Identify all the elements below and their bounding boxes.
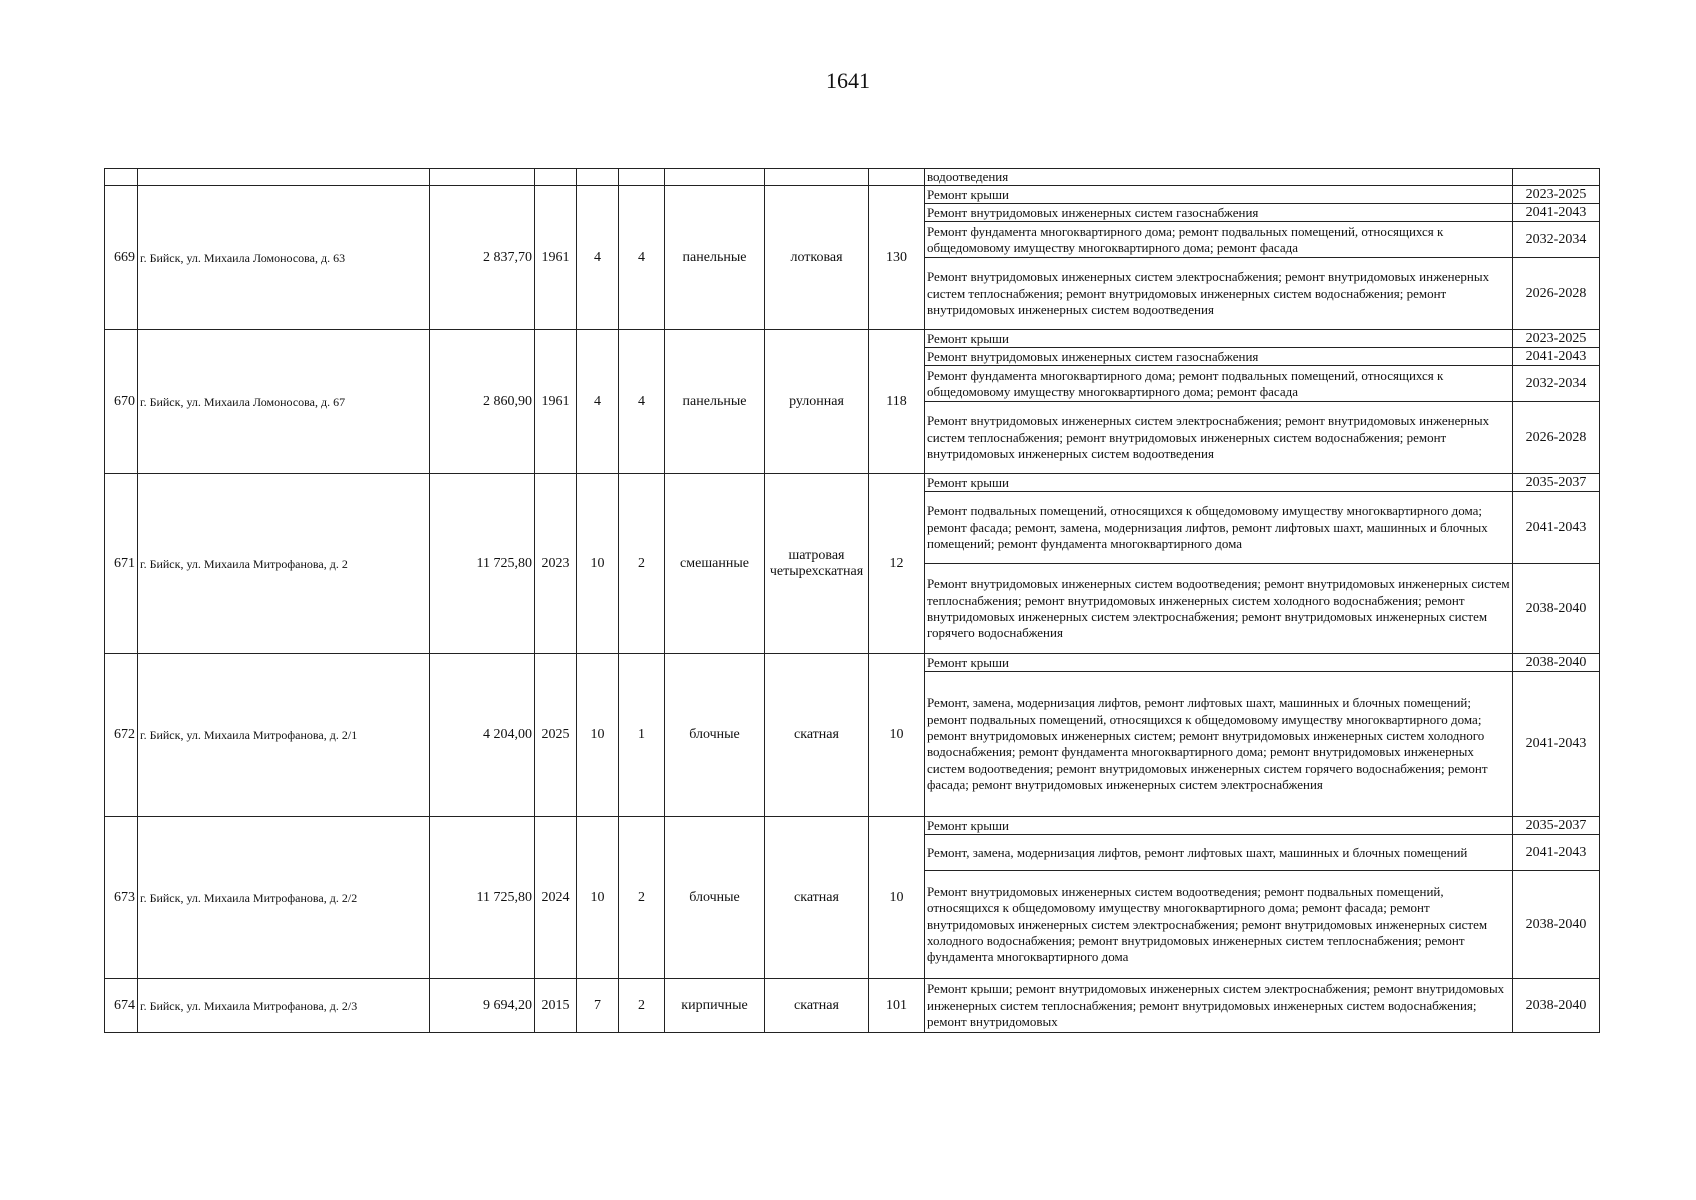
work-description: Ремонт крыши; ремонт внутридомовых инженерных систем электроснабжения; ремонт внутридомовых инженерных систем теплоснабжения; ремонт внутридомовых инженерных систем водоснабжения; ремонт внутридомовых — [925, 979, 1513, 1033]
work-description: Ремонт внутридомовых инженерных систем электроснабжения; ремонт внутридомовых инженерных систем теплоснабжения; ремонт внутридомовых инженерных систем водоснабжения; ремонт внутридомовых инженерных систем водоотведения — [925, 258, 1513, 330]
record-walls: блочные — [665, 654, 765, 817]
record-number: 670 — [105, 330, 138, 474]
record-residents: 10 — [869, 817, 925, 979]
record-address: г. Бийск, ул. Михаила Митрофанова, д. 2/1 — [138, 654, 430, 817]
record-roof: скатная — [765, 654, 869, 817]
empty-cell — [765, 169, 869, 186]
record-roof: шатровая четырехскатная — [765, 474, 869, 654]
record-year: 2025 — [535, 654, 577, 817]
record-roof: рулонная — [765, 330, 869, 474]
record-number: 673 — [105, 817, 138, 979]
record-area: 9 694,20 — [430, 979, 535, 1033]
table-row — [105, 186, 1600, 204]
record-roof: скатная — [765, 979, 869, 1033]
empty-cell — [138, 169, 430, 186]
record-entrances: 4 — [619, 186, 665, 330]
record-entrances: 2 — [619, 979, 665, 1033]
table-row — [105, 330, 1600, 348]
record-area: 4 204,00 — [430, 654, 535, 817]
work-description: Ремонт внутридомовых инженерных систем газоснабжения — [925, 204, 1513, 222]
record-area: 11 725,80 — [430, 817, 535, 979]
record-area: 2 837,70 — [430, 186, 535, 330]
record-number: 674 — [105, 979, 138, 1033]
work-description: Ремонт крыши — [925, 186, 1513, 204]
record-year: 2024 — [535, 817, 577, 979]
empty-cell — [619, 169, 665, 186]
record-floors: 10 — [577, 654, 619, 817]
work-period: 2032-2034 — [1513, 222, 1600, 258]
record-floors: 10 — [577, 474, 619, 654]
record-area: 2 860,90 — [430, 330, 535, 474]
record-entrances: 1 — [619, 654, 665, 817]
work-period: 2035-2037 — [1513, 817, 1600, 835]
work-period — [1513, 169, 1600, 186]
work-period: 2023-2025 — [1513, 186, 1600, 204]
record-residents: 130 — [869, 186, 925, 330]
work-period: 2038-2040 — [1513, 871, 1600, 979]
work-description: Ремонт внутридомовых инженерных систем водоотведения; ремонт подвальных помещений, относящихся к общедомовому имуществу многоквартирного дома; ремонт фасада; ремонт внутридомовых инженерных систем электроснабжения; ремонт внутридомовых инженерных систем холодного водоснабжения; ремонт внутридомовых инженерных систем теплоснабжения; ремонт фундамента многоквартирного дома — [925, 871, 1513, 979]
work-description: Ремонт внутридомовых инженерных систем водоотведения; ремонт внутридомовых инженерных систем теплоснабжения; ремонт внутридомовых инженерных систем холодного водоснабжения; ремонт внутридомовых инженерных систем электроснабжения; ремонт внутридомовых инженерных систем горячего водоснабжения — [925, 564, 1513, 654]
table-row — [105, 817, 1600, 835]
record-floors: 10 — [577, 817, 619, 979]
work-period: 2038-2040 — [1513, 654, 1600, 672]
work-period: 2023-2025 — [1513, 330, 1600, 348]
record-floors: 4 — [577, 330, 619, 474]
record-residents: 12 — [869, 474, 925, 654]
empty-cell — [535, 169, 577, 186]
work-description: Ремонт внутридомовых инженерных систем электроснабжения; ремонт внутридомовых инженерных систем теплоснабжения; ремонт внутридомовых инженерных систем водоснабжения; ремонт внутридомовых инженерных систем водоотведения — [925, 402, 1513, 474]
record-number: 669 — [105, 186, 138, 330]
record-entrances: 4 — [619, 330, 665, 474]
capital-repair-table — [104, 168, 1600, 1033]
record-residents: 101 — [869, 979, 925, 1033]
work-description: Ремонт крыши — [925, 654, 1513, 672]
record-year: 1961 — [535, 330, 577, 474]
record-area: 11 725,80 — [430, 474, 535, 654]
work-period: 2035-2037 — [1513, 474, 1600, 492]
work-description: Ремонт крыши — [925, 817, 1513, 835]
record-year: 1961 — [535, 186, 577, 330]
work-period: 2041-2043 — [1513, 204, 1600, 222]
work-description: Ремонт крыши — [925, 330, 1513, 348]
empty-cell — [869, 169, 925, 186]
work-description: Ремонт фундамента многоквартирного дома; ремонт подвальных помещений, относящихся к общедомовому имуществу многоквартирного дома; ремонт фасада — [925, 366, 1513, 402]
work-description: Ремонт, замена, модернизация лифтов, ремонт лифтовых шахт, машинных и блочных помещений; ремонт подвальных помещений, относящихся к общедомовому имуществу многоквартирного дома; ремонт внутридомовых инженерных систем; ремонт внутридомовых инженерных систем холодного водоснабжения; ремонт фундамента многоквартирного дома; ремонт внутридомовых инженерных систем водоотведения; ремонт внутридомовых инженерных систем горячего водоснабжения; ремонт фасада; ремонт внутридомовых инженерных систем электроснабжения — [925, 672, 1513, 817]
work-period: 2041-2043 — [1513, 492, 1600, 564]
work-description: Ремонт, замена, модернизация лифтов, ремонт лифтовых шахт, машинных и блочных помещений — [925, 835, 1513, 871]
record-residents: 118 — [869, 330, 925, 474]
work-description: Ремонт внутридомовых инженерных систем газоснабжения — [925, 348, 1513, 366]
work-period: 2041-2043 — [1513, 835, 1600, 871]
record-entrances: 2 — [619, 474, 665, 654]
empty-cell — [105, 169, 138, 186]
work-period: 2026-2028 — [1513, 258, 1600, 330]
record-address: г. Бийск, ул. Михаила Ломоносова, д. 67 — [138, 330, 430, 474]
table-row — [105, 474, 1600, 492]
record-walls: панельные — [665, 186, 765, 330]
work-description: водоотведения — [925, 169, 1513, 186]
work-description: Ремонт фундамента многоквартирного дома; ремонт подвальных помещений, относящихся к общедомовому имуществу многоквартирного дома; ремонт фасада — [925, 222, 1513, 258]
record-walls: смешанные — [665, 474, 765, 654]
record-floors: 7 — [577, 979, 619, 1033]
empty-cell — [430, 169, 535, 186]
record-roof: лотковая — [765, 186, 869, 330]
work-description: Ремонт подвальных помещений, относящихся к общедомовому имуществу многоквартирного дома; ремонт фасада; ремонт, замена, модернизация лифтов, ремонт лифтовых шахт, машинных и блочных помещений; ремонт фундамента многоквартирного дома — [925, 492, 1513, 564]
empty-cell — [665, 169, 765, 186]
record-year: 2015 — [535, 979, 577, 1033]
work-period: 2038-2040 — [1513, 979, 1600, 1033]
record-walls: блочные — [665, 817, 765, 979]
record-walls: кирпичные — [665, 979, 765, 1033]
record-number: 672 — [105, 654, 138, 817]
record-address: г. Бийск, ул. Михаила Митрофанова, д. 2/2 — [138, 817, 430, 979]
work-period: 2041-2043 — [1513, 348, 1600, 366]
page-number: 1641 — [826, 68, 870, 93]
record-address: г. Бийск, ул. Михаила Митрофанова, д. 2/3 — [138, 979, 430, 1033]
record-entrances: 2 — [619, 817, 665, 979]
record-residents: 10 — [869, 654, 925, 817]
table-row — [105, 979, 1600, 1033]
record-address: г. Бийск, ул. Михаила Митрофанова, д. 2 — [138, 474, 430, 654]
record-address: г. Бийск, ул. Михаила Ломоносова, д. 63 — [138, 186, 430, 330]
record-floors: 4 — [577, 186, 619, 330]
record-roof: скатная — [765, 817, 869, 979]
table-row — [105, 654, 1600, 672]
work-period: 2032-2034 — [1513, 366, 1600, 402]
record-number: 671 — [105, 474, 138, 654]
continuation-row — [105, 169, 1600, 186]
work-period: 2026-2028 — [1513, 402, 1600, 474]
work-period: 2041-2043 — [1513, 672, 1600, 817]
record-year: 2023 — [535, 474, 577, 654]
work-period: 2038-2040 — [1513, 564, 1600, 654]
table-body — [105, 169, 1600, 1033]
work-description: Ремонт крыши — [925, 474, 1513, 492]
empty-cell — [577, 169, 619, 186]
record-walls: панельные — [665, 330, 765, 474]
